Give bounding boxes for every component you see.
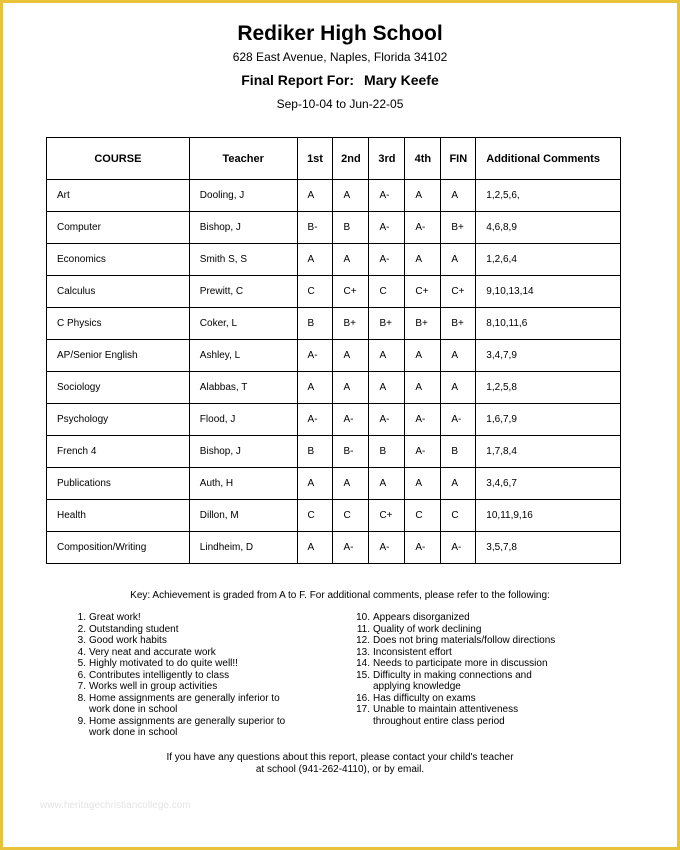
- grade-1st-cell: A: [297, 372, 333, 404]
- grade-3rd-cell: A-: [369, 212, 405, 244]
- col-header-4th: 4th: [405, 138, 441, 180]
- table-row: [47, 180, 621, 212]
- comments-cell: 3,5,7,8: [476, 532, 621, 564]
- legend-item: [355, 704, 645, 727]
- grade-1st-cell: C: [297, 500, 333, 532]
- legend-item: [73, 635, 343, 647]
- grade-4th-cell: A-: [405, 404, 441, 436]
- legend-text: Very neat and accurate work: [89, 646, 216, 658]
- legend-number: 1.: [77, 612, 86, 623]
- comments-cell: 1,2,5,8: [476, 372, 621, 404]
- table-row: [47, 404, 621, 436]
- school-address: 628 East Avenue, Naples, Florida 34102: [232, 50, 448, 64]
- grade-4th-cell: A-: [405, 532, 441, 564]
- student-name: Mary Keefe: [364, 72, 439, 88]
- comment-legend-left: [73, 612, 343, 739]
- course-cell: Composition/Writing: [47, 532, 190, 564]
- grade-3rd-cell: B: [369, 436, 405, 468]
- table-row: [47, 500, 621, 532]
- grade-2nd-cell: A: [333, 372, 369, 404]
- legend-text: Home assignments are generally superior to work done in school: [89, 715, 286, 738]
- legend-number: 12.: [356, 635, 370, 646]
- legend-item: [73, 681, 343, 693]
- grade-fin-cell: B: [441, 436, 476, 468]
- grade-3rd-cell: A-: [369, 244, 405, 276]
- legend-text: Unable to maintain attentiveness throughout entire class period: [373, 704, 519, 727]
- col-header-teacher: Teacher: [189, 138, 297, 180]
- grade-fin-cell: A: [441, 180, 476, 212]
- legend-item: [355, 693, 645, 705]
- grade-4th-cell: A-: [405, 212, 441, 244]
- table-row: [47, 340, 621, 372]
- legend-item: [73, 693, 343, 716]
- grade-4th-cell: A: [405, 180, 441, 212]
- table-row: [47, 308, 621, 340]
- legend-number: 8.: [77, 692, 86, 704]
- grade-1st-cell: A: [297, 244, 333, 276]
- grade-1st-cell: B: [297, 436, 333, 468]
- grade-fin-cell: A: [441, 372, 476, 404]
- legend-item: [73, 670, 343, 682]
- table-row: [47, 436, 621, 468]
- col-header-3rd: 3rd: [369, 138, 405, 180]
- course-cell: Calculus: [47, 276, 190, 308]
- legend-number: 10.: [356, 612, 370, 623]
- legend-text: Good work habits: [89, 635, 167, 646]
- contact-footer: [0, 752, 680, 776]
- legend-text: Home assignments are generally inferior to work done in school: [89, 692, 280, 715]
- grade-3rd-cell: A-: [369, 404, 405, 436]
- legend-text: Difficulty in making connections and applying knowledge: [373, 669, 532, 692]
- teacher-cell: Flood, J: [189, 404, 297, 436]
- legend-number: 16.: [356, 692, 370, 704]
- teacher-cell: Auth, H: [189, 468, 297, 500]
- legend-number: 17.: [356, 704, 370, 715]
- report-header: [0, 22, 680, 111]
- grade-1st-cell: A: [297, 180, 333, 212]
- teacher-cell: Bishop, J: [189, 212, 297, 244]
- grade-3rd-cell: A-: [369, 180, 405, 212]
- grade-3rd-cell: C+: [369, 500, 405, 532]
- grade-2nd-cell: A: [333, 180, 369, 212]
- footer-line-2: at school (941-262-4110), or by email.: [255, 764, 425, 775]
- grade-1st-cell: A-: [297, 404, 333, 436]
- legend-item: [73, 716, 343, 739]
- legend-text: Inconsistent effort: [373, 646, 452, 658]
- table-row: [47, 212, 621, 244]
- footer-line-1: If you have any questions about this report, please contact your child's teacher: [166, 752, 514, 763]
- legend-item: [355, 624, 645, 636]
- legend-number: 14.: [356, 658, 370, 669]
- teacher-cell: Coker, L: [189, 308, 297, 340]
- legend-item: [355, 635, 645, 647]
- legend-number: 15.: [356, 669, 370, 681]
- legend-number: 4.: [77, 646, 86, 658]
- school-name: Rediker High School: [237, 22, 443, 45]
- grade-fin-cell: A: [441, 244, 476, 276]
- teacher-cell: Alabbas, T: [189, 372, 297, 404]
- grade-3rd-cell: A: [369, 340, 405, 372]
- grade-fin-cell: B+: [441, 308, 476, 340]
- grading-key: Key: Achievement is graded from A to F. For additional comments, please refer to the following:: [130, 590, 550, 601]
- legend-item: [73, 612, 343, 624]
- grade-4th-cell: B+: [405, 308, 441, 340]
- table-row: [47, 372, 621, 404]
- legend-text: Great work!: [89, 612, 141, 623]
- grade-2nd-cell: C+: [333, 276, 369, 308]
- legend-item: [73, 647, 343, 659]
- grade-4th-cell: A: [405, 468, 441, 500]
- grade-4th-cell: A: [405, 372, 441, 404]
- legend-item: [355, 647, 645, 659]
- col-header-fin: FIN: [441, 138, 476, 180]
- legend-number: 9.: [77, 715, 86, 727]
- comments-cell: 10,11,9,16: [476, 500, 621, 532]
- course-cell: AP/Senior English: [47, 340, 190, 372]
- teacher-cell: Dooling, J: [189, 180, 297, 212]
- comments-cell: 1,6,7,9: [476, 404, 621, 436]
- legend-text: Contributes intelligently to class: [89, 669, 230, 681]
- grade-2nd-cell: A: [333, 340, 369, 372]
- grade-1st-cell: A-: [297, 340, 333, 372]
- grade-2nd-cell: A-: [333, 404, 369, 436]
- grade-1st-cell: B-: [297, 212, 333, 244]
- grade-1st-cell: A: [297, 532, 333, 564]
- grade-1st-cell: B: [297, 308, 333, 340]
- col-header-comments: Additional Comments: [476, 138, 621, 180]
- comments-cell: 9,10,13,14: [476, 276, 621, 308]
- table-row: [47, 468, 621, 500]
- course-cell: Art: [47, 180, 190, 212]
- grade-1st-cell: A: [297, 468, 333, 500]
- course-cell: Sociology: [47, 372, 190, 404]
- grade-2nd-cell: B+: [333, 308, 369, 340]
- grade-2nd-cell: B-: [333, 436, 369, 468]
- grade-3rd-cell: B+: [369, 308, 405, 340]
- legend-text: Outstanding student: [89, 623, 179, 635]
- grade-4th-cell: A-: [405, 436, 441, 468]
- comment-legend-right: [355, 612, 645, 727]
- teacher-cell: Dillon, M: [189, 500, 297, 532]
- legend-text: Needs to participate more in discussion: [373, 658, 548, 669]
- grade-3rd-cell: C: [369, 276, 405, 308]
- legend-text: Quality of work declining: [373, 623, 482, 635]
- date-range: Sep-10-04 to Jun-22-05: [276, 97, 404, 111]
- grade-3rd-cell: A-: [369, 532, 405, 564]
- comments-cell: 3,4,6,7: [476, 468, 621, 500]
- legend-number: 11.: [356, 623, 370, 635]
- legend-text: Highly motivated to do quite well!!: [89, 658, 238, 669]
- legend-text: Appears disorganized: [373, 612, 470, 623]
- grade-fin-cell: A: [441, 340, 476, 372]
- legend-text: Works well in group activities: [89, 681, 218, 692]
- teacher-cell: Bishop, J: [189, 436, 297, 468]
- grade-4th-cell: A: [405, 244, 441, 276]
- grade-4th-cell: C: [405, 500, 441, 532]
- grade-4th-cell: A: [405, 340, 441, 372]
- course-cell: C Physics: [47, 308, 190, 340]
- grade-fin-cell: A-: [441, 532, 476, 564]
- grade-2nd-cell: B: [333, 212, 369, 244]
- grade-fin-cell: A-: [441, 404, 476, 436]
- course-cell: Health: [47, 500, 190, 532]
- table-row: [47, 276, 621, 308]
- comments-cell: 1,2,6,4: [476, 244, 621, 276]
- legend-text: Has difficulty on exams: [373, 692, 476, 704]
- legend-number: 6.: [77, 669, 86, 681]
- grade-2nd-cell: A: [333, 244, 369, 276]
- grade-3rd-cell: A: [369, 468, 405, 500]
- comments-cell: 8,10,11,6: [476, 308, 621, 340]
- grade-3rd-cell: A: [369, 372, 405, 404]
- comments-cell: 3,4,7,9: [476, 340, 621, 372]
- legend-item: [355, 670, 645, 693]
- col-header-1st: 1st: [297, 138, 333, 180]
- grade-2nd-cell: A-: [333, 532, 369, 564]
- grade-fin-cell: C: [441, 500, 476, 532]
- table-row: [47, 244, 621, 276]
- legend-number: 7.: [77, 681, 86, 692]
- col-header-course: COURSE: [47, 138, 190, 180]
- course-cell: Economics: [47, 244, 190, 276]
- grade-2nd-cell: A: [333, 468, 369, 500]
- watermark: www.heritagechristiancollege.com: [40, 800, 191, 811]
- grade-fin-cell: C+: [441, 276, 476, 308]
- course-cell: Publications: [47, 468, 190, 500]
- legend-item: [355, 612, 645, 624]
- comments-cell: 1,2,5,6,: [476, 180, 621, 212]
- legend-number: 13.: [356, 646, 370, 658]
- teacher-cell: Ashley, L: [189, 340, 297, 372]
- report-label: Final Report For:: [241, 72, 355, 88]
- legend-number: 2.: [77, 623, 86, 635]
- grade-fin-cell: B+: [441, 212, 476, 244]
- course-cell: Computer: [47, 212, 190, 244]
- legend-number: 5.: [77, 658, 86, 669]
- course-cell: French 4: [47, 436, 190, 468]
- teacher-cell: Lindheim, D: [189, 532, 297, 564]
- course-cell: Psychology: [47, 404, 190, 436]
- teacher-cell: Smith S, S: [189, 244, 297, 276]
- legend-number: 3.: [77, 635, 86, 646]
- report-title: [0, 72, 680, 89]
- legend-item: [355, 658, 645, 670]
- comments-cell: 4,6,8,9: [476, 212, 621, 244]
- grade-1st-cell: C: [297, 276, 333, 308]
- legend-text: Does not bring materials/follow directions: [373, 635, 556, 646]
- col-header-2nd: 2nd: [333, 138, 369, 180]
- grades-table: [46, 137, 621, 564]
- legend-item: [73, 658, 343, 670]
- legend-item: [73, 624, 343, 636]
- grade-4th-cell: C+: [405, 276, 441, 308]
- grade-2nd-cell: C: [333, 500, 369, 532]
- table-row: [47, 532, 621, 564]
- teacher-cell: Prewitt, C: [189, 276, 297, 308]
- table-header-row: [47, 138, 621, 180]
- comments-cell: 1,7,8,4: [476, 436, 621, 468]
- grade-fin-cell: A: [441, 468, 476, 500]
